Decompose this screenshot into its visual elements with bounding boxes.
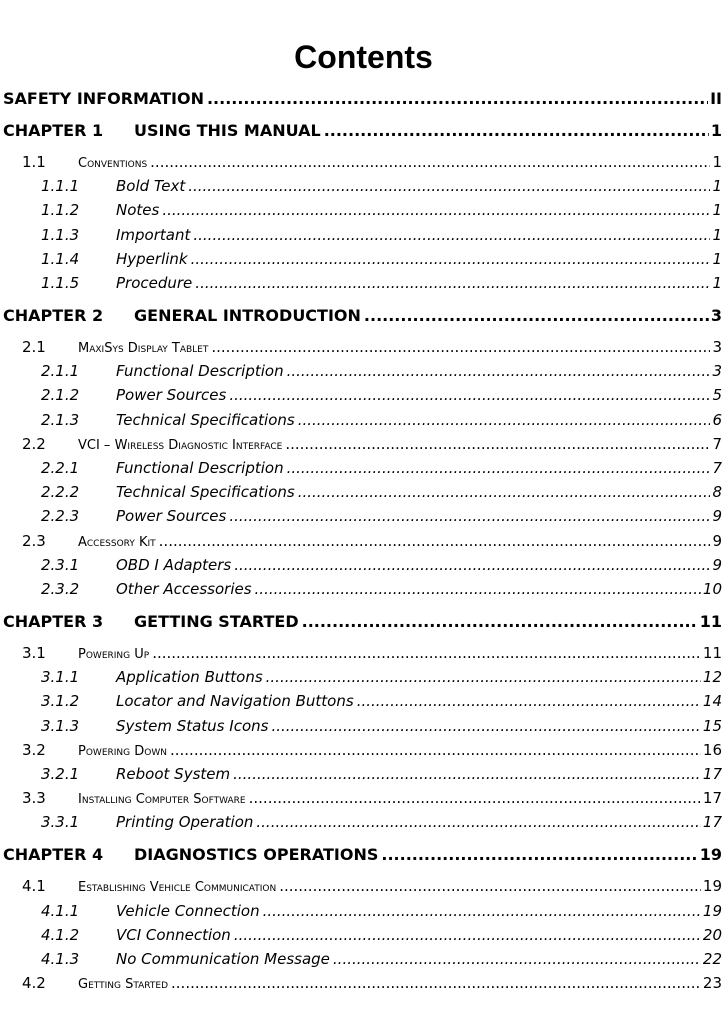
toc-entry-page-number: 22 <box>702 950 722 968</box>
toc-entry-sub[interactable] <box>0 177 727 201</box>
toc-entry-chap[interactable] <box>0 89 727 113</box>
toc-entry-sub[interactable] <box>0 226 727 250</box>
toc-entry-page-number: 1 <box>712 274 722 292</box>
toc-entry-page-number: 11 <box>702 644 722 662</box>
toc-entry-page-number: 17 <box>702 813 722 832</box>
toc-entry-page-number: 7 <box>712 434 722 453</box>
toc-entry-page-number: 1 <box>710 121 722 140</box>
toc-entry-label: Functional Description <box>116 362 284 381</box>
toc-entry-page-number: 9 <box>712 531 722 550</box>
toc-entry-page-number: 1 <box>712 177 722 196</box>
dot-leader <box>191 250 711 268</box>
toc-entry-label: Power Sources <box>116 386 227 405</box>
toc-entry-page-number: 1 <box>712 225 722 244</box>
dot-leader <box>333 950 701 968</box>
toc-entry-page-number: 9 <box>712 507 722 526</box>
dot-leader <box>271 717 700 735</box>
dot-leader <box>298 483 711 501</box>
toc-entry-page-number: 17 <box>702 789 722 808</box>
dot-leader <box>170 741 701 759</box>
dot-leader <box>381 845 697 864</box>
toc-entry-number: 1.1.3 <box>41 225 80 244</box>
toc-entry-number: 3.2.1 <box>41 765 80 783</box>
dot-leader <box>256 813 701 831</box>
toc-entry-page-number: 10 <box>702 580 722 598</box>
toc-entry-label: Other Accessories <box>116 580 252 598</box>
toc-entry-number: 1.1 <box>22 153 46 171</box>
toc-entry-sub[interactable] <box>0 459 727 483</box>
dot-leader <box>207 89 708 108</box>
toc-entry-label: Important <box>116 225 191 244</box>
dot-leader <box>263 902 701 920</box>
toc-entry-number: CHAPTER 2 <box>3 306 104 325</box>
dot-leader <box>287 362 711 380</box>
toc-entry-chap[interactable] <box>0 612 727 636</box>
toc-entry-label: Printing Operation <box>116 813 254 832</box>
toc-entry-page-number: 23 <box>702 974 722 993</box>
dot-leader <box>234 926 701 944</box>
dot-leader <box>357 692 701 710</box>
toc-entry-label: GENERAL INTRODUCTION <box>134 306 361 325</box>
toc-entry-label: Powering Down <box>78 743 167 759</box>
toc-entry-sub[interactable] <box>0 201 727 225</box>
dot-leader <box>211 338 710 356</box>
toc-entry-page-number: 19 <box>702 901 722 920</box>
toc-entry-label: MaxiSys Display Tablet <box>78 341 209 356</box>
toc-entry-page-number: 20 <box>702 925 722 944</box>
toc-entry-sec[interactable] <box>0 741 727 765</box>
toc-entry-sub[interactable] <box>0 692 727 716</box>
toc-entry-number: 2.1.3 <box>41 410 80 429</box>
dot-leader <box>279 877 701 895</box>
toc-entry-sub[interactable] <box>0 507 727 531</box>
toc-entry-page-number: 1 <box>712 249 722 268</box>
toc-entry-number: 2.3 <box>22 531 46 550</box>
toc-entry-number: 4.1 <box>22 877 46 896</box>
toc-entry-number: 3.1.1 <box>41 668 80 687</box>
toc-entry-sub[interactable] <box>0 902 727 926</box>
toc-entry-sec[interactable] <box>0 974 727 998</box>
toc-entry-sub[interactable] <box>0 274 727 298</box>
toc-entry-label: Vehicle Connection <box>116 901 260 920</box>
toc-entry-label: Conventions <box>78 156 148 171</box>
toc-entry-sec[interactable] <box>0 644 727 668</box>
dot-leader <box>150 153 710 171</box>
toc-entry-page-number: 3 <box>712 362 722 381</box>
dot-leader <box>266 668 701 686</box>
toc-entry-page-number: 15 <box>702 716 722 735</box>
toc-entry-page-number: 1 <box>712 201 722 220</box>
toc-entry-number: CHAPTER 1 <box>3 121 104 140</box>
toc-entry-sub[interactable] <box>0 580 727 604</box>
toc-entry-number: 2.1.2 <box>41 386 80 405</box>
toc-entry-number: 1.1.4 <box>41 249 80 268</box>
toc-entry-sub[interactable] <box>0 950 727 974</box>
toc-entry-label: Procedure <box>116 274 193 292</box>
toc-entry-sec[interactable] <box>0 435 727 459</box>
toc-entry-sub[interactable] <box>0 556 727 580</box>
toc-entry-label: VCI Connection <box>116 925 231 944</box>
toc-entry-label: Accessory Kit <box>78 534 156 550</box>
toc-entry-label: GETTING STARTED <box>134 612 299 631</box>
dot-leader <box>188 177 710 195</box>
toc-entry-label: System Status Icons <box>116 716 269 735</box>
toc-entry-sub[interactable] <box>0 813 727 837</box>
toc-entry-page-number: 19 <box>702 877 722 896</box>
dot-leader <box>229 507 710 525</box>
toc-entry-number: 3.1.3 <box>41 716 80 735</box>
toc-entry-label: Functional Description <box>116 459 284 477</box>
toc-entry-number: 2.2.1 <box>41 459 80 477</box>
toc-entry-number: 4.2 <box>22 974 46 993</box>
toc-entry-number: 2.3.2 <box>41 580 80 598</box>
toc-entry-sub[interactable] <box>0 386 727 410</box>
toc-entry-page-number: 12 <box>702 668 722 687</box>
toc-entry-page-number: 7 <box>712 459 722 477</box>
toc-entry-label: Getting Started <box>78 977 169 993</box>
toc-entry-number: 2.1 <box>22 338 46 356</box>
toc-entry-chap[interactable] <box>0 121 727 145</box>
toc-entry-label: Powering Up <box>78 647 150 662</box>
toc-entry-sub[interactable] <box>0 668 727 692</box>
toc-entry-page-number: 1 <box>712 153 722 171</box>
toc-entry-number: 3.3 <box>22 789 46 808</box>
toc-entry-page-number: II <box>710 89 722 108</box>
toc-entry-number: 4.1.3 <box>41 950 80 968</box>
toc-entry-sub[interactable] <box>0 362 727 386</box>
toc-entry-number: 2.2 <box>22 434 46 453</box>
dot-leader <box>234 556 710 574</box>
toc-entry-label: Hyperlink <box>116 249 188 268</box>
toc-entry-sec[interactable] <box>0 338 727 362</box>
toc-entry-number: 3.1 <box>22 644 46 662</box>
toc-entry-page-number: 3 <box>712 338 722 356</box>
toc-entry-label: USING THIS MANUAL <box>134 121 321 140</box>
dot-leader <box>255 580 701 598</box>
toc-entry-page-number: 11 <box>699 612 722 631</box>
toc-entry-page-number: 9 <box>712 555 722 574</box>
toc-entry-label: Notes <box>116 201 160 220</box>
dot-leader <box>285 435 710 453</box>
toc-entry-number: 1.1.1 <box>41 177 80 196</box>
toc-entry-page-number: 6 <box>712 410 722 429</box>
toc-entry-number: 2.2.3 <box>41 507 80 526</box>
dot-leader <box>195 274 710 292</box>
dot-leader <box>302 612 698 631</box>
toc-entry-number: 1.1.2 <box>41 201 80 220</box>
toc-entry-number: CHAPTER 3 <box>3 612 104 631</box>
dot-leader <box>364 306 709 325</box>
toc-entry-page-number: 14 <box>702 692 722 711</box>
dot-leader <box>249 789 701 807</box>
toc-entry-number: 2.3.1 <box>41 555 80 574</box>
toc-entry-page-number: 3 <box>710 306 722 325</box>
toc-entry-sec[interactable] <box>0 532 727 556</box>
toc-entry-page-number: 17 <box>702 765 722 783</box>
toc-entry-sec[interactable] <box>0 153 727 177</box>
toc-entry-page-number: 16 <box>702 740 722 759</box>
dot-leader <box>233 765 701 783</box>
toc-entry-number: 3.3.1 <box>41 813 80 832</box>
toc-entry-chap[interactable] <box>0 306 727 330</box>
dot-leader <box>229 386 710 404</box>
toc-entry-sub[interactable] <box>0 926 727 950</box>
toc-entry-label: DIAGNOSTICS OPERATIONS <box>134 845 379 865</box>
toc-entry-label: Technical Specifications <box>116 483 295 502</box>
toc-entry-label: Bold Text <box>116 177 186 196</box>
toc-entry-sec[interactable] <box>0 877 727 901</box>
toc-entry-page-number: 5 <box>712 386 722 405</box>
toc-entry-chap[interactable] <box>0 845 727 869</box>
dot-leader <box>171 974 701 992</box>
toc-entry-number: 4.1.1 <box>41 901 80 920</box>
toc-entry-number: CHAPTER 4 <box>3 845 104 865</box>
toc-entry-label: VCI – Wireless Diagnostic Interface <box>78 437 283 453</box>
toc-entry-sub[interactable] <box>0 411 727 435</box>
toc-entry-label: No Communication Message <box>116 950 330 968</box>
toc-entry-number: 4.1.2 <box>41 925 80 944</box>
dot-leader <box>287 459 711 477</box>
toc-entry-number: 2.1.1 <box>41 362 80 381</box>
dot-leader <box>298 411 711 429</box>
toc-entry-label: Application Buttons <box>116 668 263 687</box>
toc-entry-number: 3.1.2 <box>41 692 80 711</box>
toc-entry-sec[interactable] <box>0 789 727 813</box>
toc-entry-sub[interactable] <box>0 765 727 789</box>
toc-entry-label: Locator and Navigation Buttons <box>116 692 354 711</box>
toc-entry-label: OBD I Adapters <box>116 555 232 574</box>
page-title: Contents <box>294 39 433 75</box>
dot-leader <box>324 121 709 140</box>
toc-entry-page-number: 19 <box>699 845 722 865</box>
toc-entry-label: Installing Computer Software <box>78 792 246 808</box>
toc-entry-label: Power Sources <box>116 507 227 526</box>
toc-entry-number: 2.2.2 <box>41 483 80 502</box>
toc-entry-number: 3.2 <box>22 740 46 759</box>
toc-entry-label: Technical Specifications <box>116 410 295 429</box>
dot-leader <box>193 226 710 244</box>
toc-entry-page-number: 8 <box>712 483 722 502</box>
toc-entry-sub[interactable] <box>0 717 727 741</box>
dot-leader <box>159 532 711 550</box>
toc-entry-sub[interactable] <box>0 483 727 507</box>
toc-entry-label: Establishing Vehicle Communication <box>78 880 277 896</box>
toc-entry-sub[interactable] <box>0 250 727 274</box>
toc-entry-label: Reboot System <box>116 765 231 783</box>
toc-entry-number: 1.1.5 <box>41 274 80 292</box>
dot-leader <box>152 644 701 662</box>
dot-leader <box>162 201 710 219</box>
toc-entry-label: SAFETY INFORMATION <box>3 89 204 108</box>
